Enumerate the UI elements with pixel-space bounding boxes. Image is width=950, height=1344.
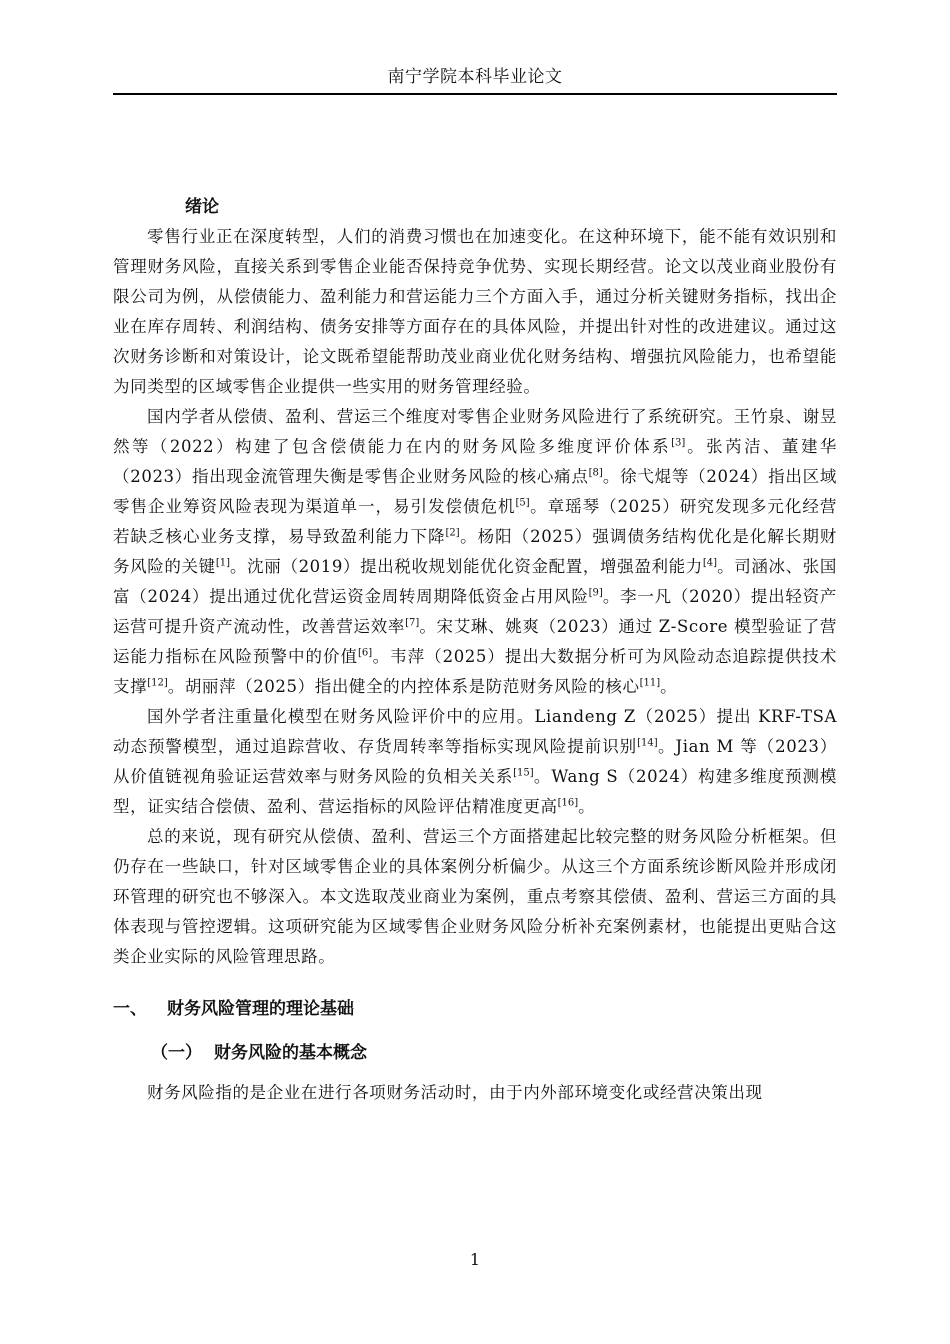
citation-reference: [15] — [513, 767, 534, 779]
citation-reference: [4] — [702, 557, 718, 569]
paragraph-text: 。张芮洁、董建华（2023）指出现金流管理失衡是零售企业财务风险的核心痛点 — [113, 437, 837, 486]
citation-reference: [3] — [671, 437, 686, 449]
paragraph-text: 。 — [578, 797, 596, 816]
introduction-heading: 绪论 — [185, 197, 219, 217]
intro-paragraph-4 — [113, 822, 837, 972]
paragraph-text: 总的来说，现有研究从偿债、盈利、营运三个方面搭建起比较完整的财务风险分析框架。但仍存在一些缺口，针对区域零售企业的具体案例分析偏少。从这三个方面系统诊断风险并形成闭环管理的研究也不够深入。本文选取茂业商业为案例，重点考察其偿债、盈利、营运三方面的具体表现与管控逻辑。这项研究能为区域零售企业财务风险分析补充案例素材，也能提出更贴合这类企业实际的风险管理思路。 — [113, 827, 837, 966]
citation-reference: [11] — [639, 677, 661, 689]
document-body — [113, 192, 837, 1108]
citation-reference: [8] — [588, 467, 603, 479]
section-title: 财务风险管理的理论基础 — [167, 999, 354, 1019]
subsection-number: （一） — [151, 1043, 202, 1063]
intro-paragraph-2 — [113, 402, 837, 702]
citation-reference: [14] — [637, 737, 658, 749]
paragraph-text: 。章瑶琴（2025）研究发现多元化经营若缺乏核心业务支撑，易导致盈利能力下降 — [113, 497, 837, 546]
paragraph-text: 国外学者注重量化模型在财务风险评价中的应用。Liandeng Z（2025）提出 KRF-TSA 动态预警模型，通过追踪营收、存货周转率等指标实现风险提前识别 — [113, 707, 837, 756]
paragraph-text: 。胡丽萍（2025）指出健全的内控体系是防范财务风险的核心 — [167, 677, 640, 696]
paragraph-text: 。沈丽（2019）提出税收规划能优化资金配置，增强盈利能力 — [230, 557, 703, 576]
section-paragraph-1: 财务风险指的是企业在进行各项财务活动时，由于内外部环境变化或经营决策出现 — [147, 1083, 763, 1102]
paragraph-text: 零售行业正在深度转型，人们的消费习惯也在加速变化。在这种环境下，能不能有效识别和管理财务风险，直接关系到零售企业能否保持竞争优势、实现长期经营。论文以茂业商业股份有限公司为例，从偿债能力、盈利能力和营运能力三个方面入手，通过分析关键财务指标，找出企业在库存周转、利润结构、债务安排等方面存在的具体风险，并提出针对性的改进建议。通过这次财务诊断和对策设计，论文既希望能帮助茂业商业优化财务结构、增强抗风险能力，也希望能为同类型的区域零售企业提供一些实用的财务管理经验。 — [113, 227, 837, 396]
paragraph-text: 。 — [660, 677, 678, 696]
header-rule — [113, 93, 837, 95]
citation-reference: [9] — [588, 587, 603, 599]
paragraph-text: 。司涵冰、张国富（2024）提出通过优化营运资金周转周期降低资金占用风险 — [113, 557, 837, 606]
citation-reference: [12] — [147, 677, 168, 689]
citation-reference: [5] — [515, 497, 530, 509]
paragraph-text: 国内学者从偿债、盈利、营运三个维度对零售企业财务风险进行了系统研究。王竹泉、谢昱然等（2022）构建了包含偿债能力在内的财务风险多维度评价体系 — [113, 407, 837, 456]
citation-reference: [2] — [445, 527, 460, 539]
page-number: 1 — [469, 1250, 481, 1269]
section-heading-1 — [113, 994, 837, 1024]
paragraph-text: 。徐弋焜等（2024）指出区域零售企业筹资风险表现为渠道单一，易引发偿债危机 — [113, 467, 837, 516]
intro-paragraph-1 — [113, 222, 837, 402]
paragraph-text: 。韦萍（2025）提出大数据分析可为风险动态追踪提供技术支撑 — [113, 647, 837, 696]
paragraph-text: 。杨阳（2025）强调债务结构优化是化解长期财务风险的关键 — [113, 527, 837, 576]
subsection-heading-1-1 — [151, 1038, 837, 1068]
citation-reference: [1] — [215, 557, 230, 569]
citation-reference: [7] — [405, 617, 420, 629]
intro-paragraph-3 — [113, 702, 837, 822]
section-number: 一、 — [113, 999, 147, 1019]
running-header: 南宁学院本科毕业论文 — [387, 67, 563, 87]
subsection-title: 财务风险的基本概念 — [214, 1043, 367, 1063]
citation-reference: [16] — [557, 797, 579, 809]
paragraph-text: 。宋艾琳、姚爽（2023）通过 Z-Score 模型验证了营运能力指标在风险预警中的价值 — [113, 617, 838, 666]
citation-reference: [6] — [358, 647, 373, 659]
paragraph-text: 。李一凡（2020）提出轻资产运营可提升资产流动性，改善营运效率 — [113, 587, 837, 636]
paragraph-text: 。Jian M 等（2023）从价值链视角验证运营效率与财务风险的负相关关系 — [113, 737, 838, 786]
paragraph-text: 。Wang S（2024）构建多维度预测模型，证实结合偿债、盈利、营运指标的风险评估精准度更高 — [113, 767, 837, 816]
